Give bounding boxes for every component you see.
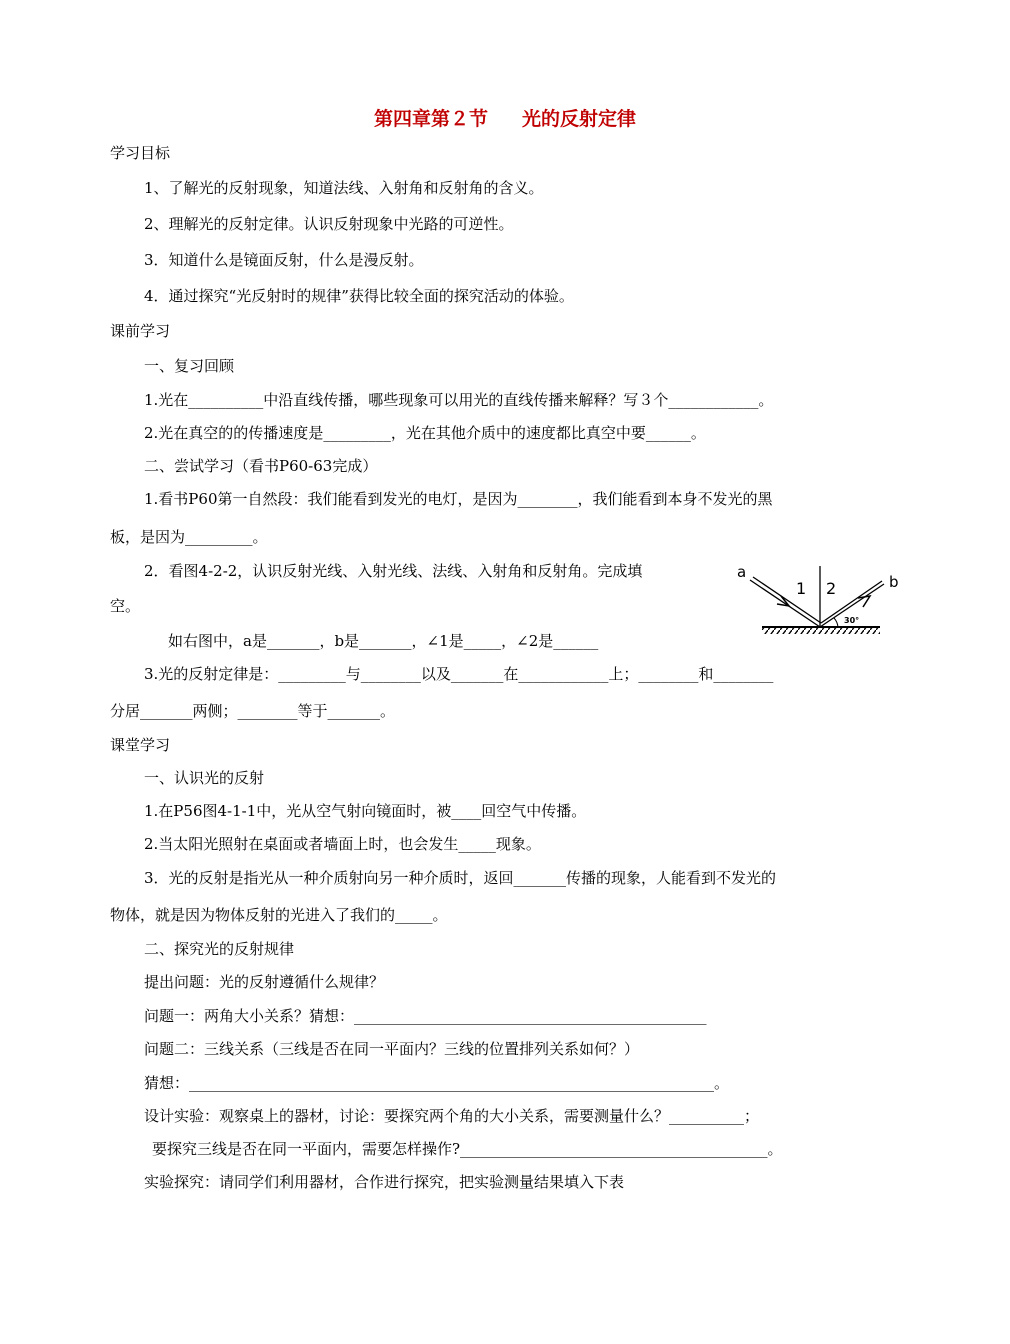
section-classroom-heading: 课堂学习 xyxy=(110,736,171,754)
objective-1: 1、了解光的反射现象，知道法线、入射角和反射角的含义。 xyxy=(144,179,544,197)
review-question-2: 2.光在真空的的传播速度是_________，光在其他介质中的速度都比真空中要______。 xyxy=(144,424,706,442)
classroom-question-2: 2.当太阳光照射在桌面或者墙面上时，也会发生_____现象。 xyxy=(144,835,541,853)
classroom-part2-heading: 二、探究光的反射规律 xyxy=(144,940,295,958)
try-question-2-line2: 空。 xyxy=(110,597,141,615)
guess-line: 猜想：______________________________________________________________________。 xyxy=(144,1074,730,1092)
ray-a-arrow xyxy=(777,596,789,606)
label-b: b xyxy=(889,573,899,591)
classroom-part1-heading: 一、认识光的反射 xyxy=(144,769,265,787)
try-question-1-line1: 1.看书P60第一自然段：我们能看到发光的电灯，是因为________，我们能看到本身不发光的黑 xyxy=(144,490,773,508)
try-question-2-fill: 如右图中，a是_______，b是_______，∠1是_____，∠2是______ xyxy=(168,632,599,650)
mirror-hatching xyxy=(762,628,880,634)
try-question-1-line2: 板，是因为_________。 xyxy=(110,528,268,546)
experiment-explore: 实验探究：请同学们利用器材，合作进行探究，把实验测量结果填入下表 xyxy=(144,1173,625,1191)
title-topic: 光的反射定律 xyxy=(522,108,637,130)
try-question-3-line2: 分居_______两侧；________等于_______。 xyxy=(110,702,396,720)
try-question-3-line1: 3.光的反射定律是：_________与________以及_______在____________上；________和________ xyxy=(144,665,774,683)
classroom-question-1: 1.在P56图4-1-1中，光从空气射向镜面时，被____回空气中传播。 xyxy=(144,802,587,820)
objective-4: 4．通过探究“光反射时的规律”获得比较全面的探究活动的体验。 xyxy=(144,287,574,305)
label-angle-1: 1 xyxy=(796,579,807,598)
section-objectives-heading: 学习目标 xyxy=(110,144,171,162)
label-30-degrees: 30° xyxy=(844,616,860,625)
try-heading: 二、尝试学习（看书P60-63完成） xyxy=(144,457,378,475)
try-question-2-line1: 2．看图4-2-2，认识反射光线、入射光线、法线、入射角和反射角。完成填 xyxy=(144,562,643,580)
question-one: 问题一：两角大小关系？猜想：_______________________________________________ xyxy=(144,1007,707,1025)
design-experiment-1: 设计实验：观察桌上的器材，讨论：要探究两个角的大小关系，需要测量什么？__________； xyxy=(144,1107,760,1125)
question-two: 问题二：三线关系（三线是否在同一平面内？三线的位置排列关系如何？） xyxy=(144,1040,640,1058)
objective-2: 2、理解光的反射定律。认识反射现象中光路的可逆性。 xyxy=(144,215,514,233)
review-question-1: 1.光在__________中沿直线传播，哪些现象可以用光的直线传播来解释？写３个____________。 xyxy=(144,391,774,409)
objective-3: 3．知道什么是镜面反射，什么是漫反射。 xyxy=(144,251,424,269)
ray-a xyxy=(750,580,820,627)
classroom-question-3-line2: 物体，就是因为物体反射的光进入了我们的_____。 xyxy=(110,906,448,924)
page-title xyxy=(0,104,1010,131)
design-experiment-2: 要探究三线是否在同一平面内，需要怎样操作?_________________________________________。 xyxy=(152,1140,783,1158)
raise-question: 提出问题：光的反射遵循什么规律？ xyxy=(144,973,385,991)
angle-arc xyxy=(834,618,838,627)
classroom-question-3-line1: 3．光的反射是指光从一种介质射向另一种介质时，返回_______传播的现象，人能看到不发光的 xyxy=(144,869,777,887)
label-a: a xyxy=(737,563,747,581)
reflection-diagram xyxy=(732,558,899,638)
ray-b-arrow xyxy=(858,596,870,607)
review-heading: 一、复习回顾 xyxy=(144,357,235,375)
title-chapter: 第四章第２节 xyxy=(373,108,488,130)
label-angle-2: 2 xyxy=(826,579,837,598)
section-prestudy-heading: 课前学习 xyxy=(110,322,171,340)
